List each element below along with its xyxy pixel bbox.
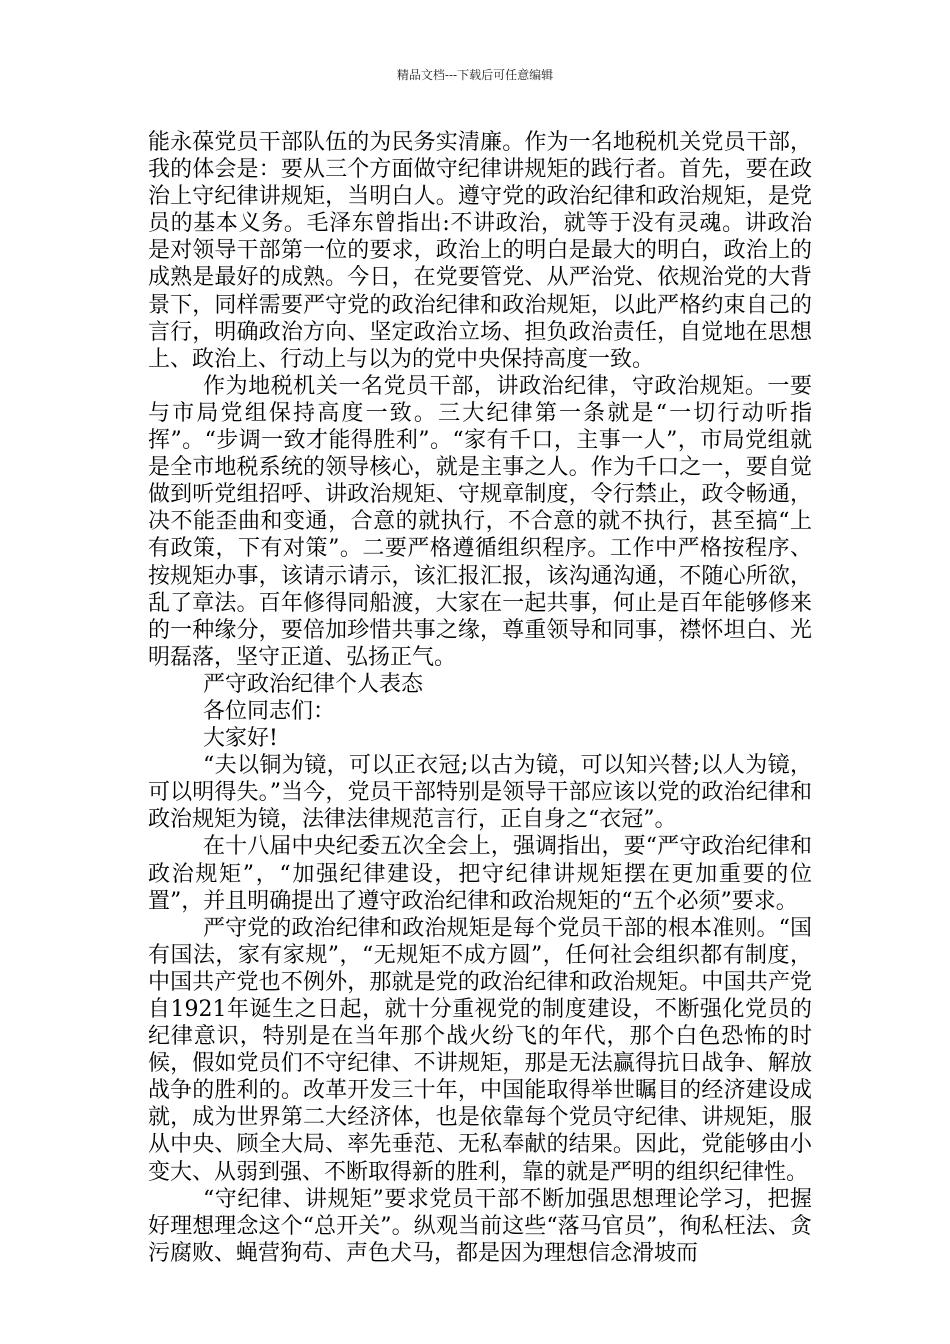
paragraph-2: 作为地税机关一名党员干部，讲政治纪律，守政治规矩。一要与市局党组保持高度一致。三大纪律第一条就是“一切行动听指挥”。“步调一致才能得胜利”。“家有千口，主事一人”，市局党组就是全市地税系统的领导核心，就是主事之人。作为千口之一，要自觉做到听党组招呼、讲政治规矩、守规章制度，令行禁止，政令畅通，决不能歪曲和变通，合意的就执行，不合意的就不执行，甚至搞“上有政策，下有对策”。二要严格遵循组织程序。工作中严格按程序、按规矩办事，该请示请示，该汇报汇报，该沟通沟通，不随心所欲，乱了章法。百年修得同船渡，大家在一起共事，何止是百年能够修来的一种缘分，要倍加珍惜共事之缘，尊重领导和同事，襟怀坦白、光明磊落，坚守正道、弘扬正气。 [148,373,812,670]
section-title: 严守政治纪律个人表态 [203,671,424,697]
greeting: 大家好! [203,726,278,752]
salutation: 各位同志们： [203,698,336,724]
paragraph-1: 能永葆党员干部队伍的为民务实清廉。作为一名地税机关党员干部，我的体会是：要从三个方面做守纪律讲规矩的践行者。首先，要在政治上守纪律讲规矩，当明白人。遵守党的政治纪律和政治规矩，是党员的基本义务。毛泽东曾指出:不讲政治，就等于没有灵魂。讲政治是对领导干部第一位的要求，政治上的明白是最大的明白，政治上的成熟是最好的成熟。今日，在党要管党、从严治党、依规治党的大背景下，同样需要严守党的政治纪律和政治规矩，以此严格约束自己的言行，明确政治方向、坚定政治立场、担负政治责任，自觉地在思想上、政治上、行动上与以为的党中央保持高度一致。 [148,130,812,372]
paragraph-principle: 严守党的政治纪律和政治规矩是每个党员干部的根本准则。“国有国法，家有家规”，“无规矩不成方圆”，任何社会组织都有制度，中国共产党也不例外，那就是党的政治纪律和政治规矩。中国共产党自1921年诞生之日起，就十分重视党的制度建设，不断强化党员的纪律意识，特别是在当年那个战火纷飞的年代，那个白色恐怖的时候，假如党员们不守纪律、不讲规矩，那是无法赢得抗日战争、解放战争的胜利的。改革开发三十年，中国能取得举世瞩目的经济建设成就，成为世界第二大经济体，也是依靠每个党员守纪律、讲规矩，服从中央、顾全大局、率先垂范、无私奉献的结果。因此，党能够由小变大、从弱到强、不断取得新的胜利，靠的就是严明的组织纪律性。 [148,915,812,1185]
page-header: 精品文档---下载后可任意编辑 [396,68,554,82]
paragraph-quote: “夫以铜为镜，可以正衣冠;以古为镜，可以知兴替;以人为镜，可以明得失。”当今，党员干部特别是领导干部应该以党的政治纪律和政治规矩为镜，法律法律规范言行，正自身之“衣冠”。 [148,753,812,833]
paragraph-theory: “守纪律、讲规矩”要求党员干部不断加强思想理论学习，把握好理想理念这个“总开关”。纵观当前这些“落马官员”，徇私枉法、贪污腐败、蝇营狗苟、声色犬马，都是因为理想信念滑坡而 [148,1186,812,1266]
paragraph-plenary: 在十八届中央纪委五次全会上，强调指出，要“严守政治纪律和政治规矩”，“加强纪律建设，把守纪律讲规矩摆在更加重要的位置”，并且明确提出了遵守政治纪律和政治规矩的“五个必须”要求。 [148,834,812,914]
document-body [148,129,812,1267]
